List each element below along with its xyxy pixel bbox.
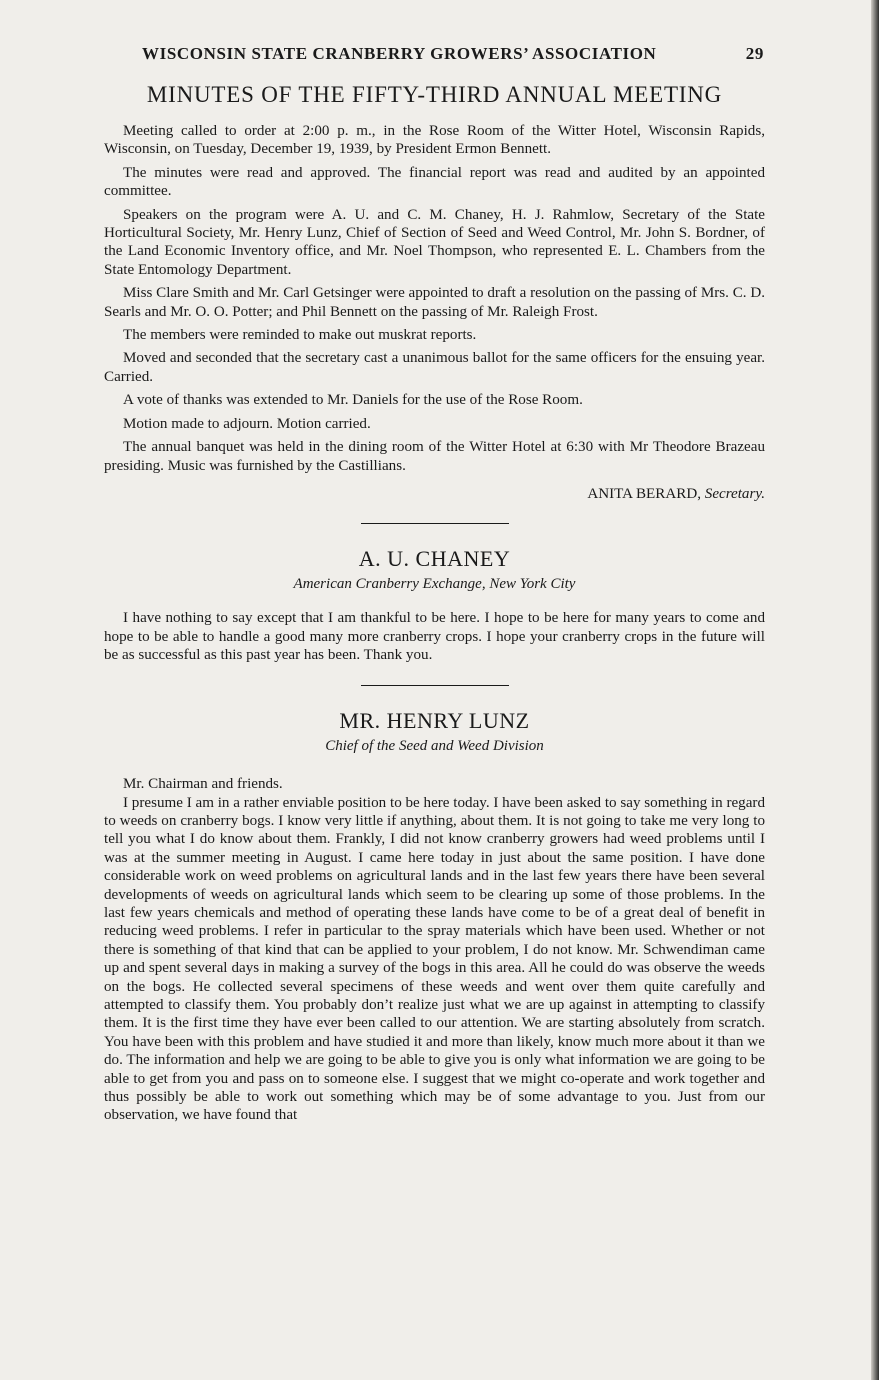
secretary-signature <box>104 486 765 503</box>
chaney-heading: A. U. CHANEY <box>358 546 511 572</box>
section-divider <box>361 685 509 687</box>
signature-title: Secretary. <box>704 485 765 502</box>
minutes-heading: MINUTES OF THE FIFTY-THIRD ANNUAL MEETING <box>146 82 723 107</box>
lunz-section <box>104 708 765 1125</box>
page-number: 29 <box>745 44 764 63</box>
chaney-subtitle: American Cranberry Exchange, New York City <box>293 576 576 593</box>
running-head-title: WISCONSIN STATE CRANBERRY GROWERS’ ASSOCIATION <box>142 44 657 63</box>
minutes-paragraph: Moved and seconded that the secretary cast a unanimous ballot for the same officers for the ensuing year. Carried. <box>104 350 765 385</box>
minutes-paragraph: The members were reminded to make out muskrat reports. <box>123 327 477 344</box>
minutes-paragraph: A vote of thanks was extended to Mr. Daniels for the use of the Rose Room. <box>123 392 583 409</box>
chaney-paragraph: I have nothing to say except that I am thankful to be here. I hope to be here for many years to come and hope to be able to handle a good many more cranberry crops. I hope your cranberry crops in the future will be as successful as this past year has been. Thank you. <box>104 610 765 664</box>
lunz-heading: MR. HENRY LUNZ <box>339 708 530 734</box>
minutes-paragraph: Motion made to adjourn. Motion carried. <box>123 415 371 432</box>
running-head <box>142 44 764 64</box>
lunz-subtitle: Chief of the Seed and Weed Division <box>325 738 544 755</box>
minutes-paragraph: The minutes were read and approved. The financial report was read and audited by an appointed committee. <box>104 164 765 200</box>
minutes-section <box>104 82 765 503</box>
section-divider <box>361 523 509 525</box>
minutes-paragraph: Miss Clare Smith and Mr. Carl Getsinger were appointed to draft a resolution on the passing of Mrs. C. D. Searls and Mr. O. O. Potter; and Phil Bennett on the passing of Mr. Raleigh Frost. <box>104 285 765 320</box>
minutes-paragraph: Meeting called to order at 2:00 p. m., in the Rose Room of the Witter Hotel, Wisconsin Rapids, Wisconsin, on Tuesday, December 19, 1939, by President Ermon Bennett. <box>104 123 765 158</box>
signature-name: ANITA BERARD, <box>587 485 701 502</box>
page-edge-shadow <box>871 0 879 1380</box>
chaney-section <box>104 546 765 664</box>
minutes-paragraph: The annual banquet was held in the dining room of the Witter Hotel at 6:30 with Mr Theodore Brazeau presiding. Music was furnished by the Castillians. <box>104 439 765 474</box>
lunz-paragraph: I presume I am in a rather enviable position to be here today. I have been asked to say something in regard to weeds on cranberry bogs. I know very little if anything, about them. It is not going to take me very long to tell you what I do know about them. Frankly, I did not know cranberry growers had weed problems until I was at the summer meeting in August. I came here today in just about the same position. I have done considerable work on weed problems on agricultural lands and in the last few years there have been several developments of weeds on agricultural lands which seem to be clearing up some of those problems. In the last few years chemicals and method of operating these lands have come to be of a great deal of benefit in reducing weed problems. I refer in particular to the spray materials which have been used. Whether or not there is something of that kind that can be applied to your problem, I do not know. Mr. Schwendiman came up and spent several days in making a survey of the bogs in this area. All he could do was observe the weeds on the bogs. He collected several specimens of these weeds and went over them quite carefully and attempted to classify them. You probably don’t realize just what we are up against in attempting to classify them. It is the first time they have ever been called to our attention. We are starting absolutely from scratch. You have been with this problem and have studied it and more than likely, know much more about it than we do. The information and help we are going to be able to give you is only what information we are going to be able to get from you and pass on to someone else. I suggest that we might co-operate and work together and thus possibly be able to work out something which may be of some advantage to you. Just from our observation, we have found that <box>104 794 765 1124</box>
lunz-salutation: Mr. Chairman and friends. <box>123 776 283 793</box>
minutes-paragraph: Speakers on the program were A. U. and C. M. Chaney, H. J. Rahmlow, Secretary of the State Horticultural Society, Mr. Henry Lunz, Chief of Section of Seed and Weed Control, Mr. John S. Bordner, of the Land Economic Inventory office, and Mr. Noel Thompson, who represented E. L. Chambers from the State Entomology Department. <box>104 206 765 278</box>
